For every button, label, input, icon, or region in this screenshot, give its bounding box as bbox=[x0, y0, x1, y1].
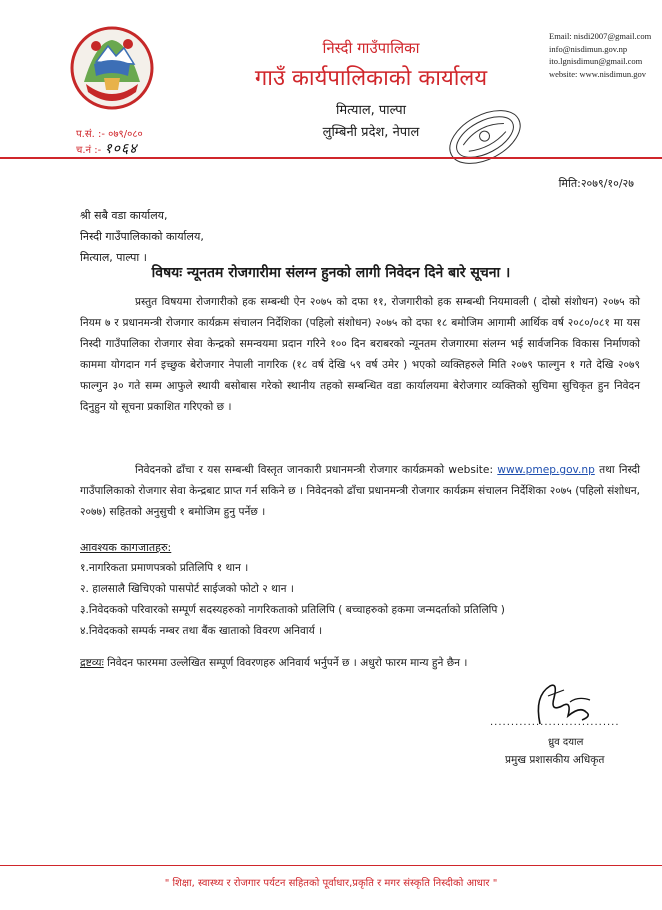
recipient-line-2: निस्दी गाउँपालिकाको कार्यालय, bbox=[80, 230, 204, 243]
signatory-name: ध्रुव दयाल bbox=[548, 737, 584, 748]
office-stamp-icon bbox=[440, 102, 530, 172]
documents-title: आवश्यक कागजातहरु: bbox=[80, 541, 172, 554]
cn-label: च.नं :- bbox=[76, 145, 102, 156]
signature-dotted-line: ............................... bbox=[490, 717, 620, 728]
ps-value: ०७९/०८० bbox=[108, 129, 143, 140]
body-paragraph-1 bbox=[80, 292, 640, 418]
signatory-title: प्रमुख प्रशासकीय अधिकृत bbox=[505, 754, 605, 766]
address-line-1: मित्याल, पाल्पा bbox=[336, 103, 406, 118]
reference-block bbox=[76, 128, 143, 158]
cn-row bbox=[76, 142, 143, 158]
ps-row bbox=[76, 128, 143, 142]
cn-value: १०६४ bbox=[104, 141, 138, 157]
contact-info-email: info@nisdimun.gov.np bbox=[549, 43, 628, 54]
header-divider bbox=[0, 157, 662, 159]
contact-email: Email: nisdi2007@gmail.com bbox=[549, 31, 652, 41]
ps-label: प.सं. :- bbox=[76, 129, 105, 140]
body-paragraph-2 bbox=[80, 460, 640, 523]
paragraph-1-text: प्रस्तुत विषयमा रोजगारीको हक सम्बन्धी ऐन २०७५ को दफा ११, रोजगारीको हक सम्बन्धी नियमावली ( दोस्रो संशोधन) २०७५ को नियम ७ र प्रधानमन्त्री रोजगार कार्यक्रम संचालन निर्देशिका (पहिलो संशोधन) २०७५ को दफा १८ बमोजिम आगामी आर्थिक वर्ष २०८०/०८१ मा यस निस्दी गाउँपालिका रोजगार सेवा केन्द्रको समन्वयमा प्रदान गरिने १०० दिन बराबरको न्यूनतम रोजगारमा संलग्न भई सार्वजनिक विकास निर्माणको काममा योगदान गर्न इच्छुक बेरोजगार नेपाली नागरिक (१८ वर्ष देखि ५९ वर्ष उमेर ) भएको व्यक्तिहरुले मिति २०७९ फाल्गुन १ गते देखि २०७९ फाल्गुन ३० गते सम्म आफुले स्थायी बसोबास गरेको स्थानीय तहको सम्बन्धित वडा कार्यालयमा बेरोजगार व्यक्तिको सुचिमा सुचिकृत हुन निवेदन दिनुहुन यो सूचना प्रकाशित गरिएको छ । bbox=[80, 296, 640, 413]
document-item: १.नागरिकता प्रमाणपत्रको प्रतिलिपि १ थान । bbox=[80, 562, 249, 574]
document-item: २. हालसालै खिचिएको पासपोर्ट साईजको फोटो २ थान । bbox=[80, 583, 294, 595]
recipient-line-1: श्री सबै वडा कार्यालय, bbox=[80, 209, 168, 222]
note-line bbox=[80, 656, 467, 670]
contact-website: website: www.nisdimun.gov bbox=[549, 68, 646, 79]
note-label: द्रष्टव्यः bbox=[80, 657, 104, 669]
documents-list bbox=[80, 558, 505, 642]
subject-line: विषयः न्यूनतम रोजगारीमा संलग्न हुनको लागी निवेदन दिने बारे सूचना । bbox=[151, 265, 511, 281]
recipient-block bbox=[80, 205, 204, 268]
address-line-2: लुम्बिनी प्रदेश, नेपाल bbox=[322, 125, 420, 140]
office-name: गाउँ कार्यपालिकाको कार्यालय bbox=[254, 66, 488, 91]
letter-date: मिति:२०७९/१०/२७ bbox=[558, 177, 634, 190]
recipient-line-3: मित्याल, पाल्पा । bbox=[80, 251, 147, 264]
paragraph-2-text-after: तथा निस्दी गाउँपालिकाको रोजगार सेवा केन्द्रबाट प्राप्त गर्न सकिने छ । निवेदनको ढाँचा प्रधानमन्त्री रोजगार कार्यक्रम संचालन निर्देशिका २०७५ (पहिलो संशोधन, २०७७) सहितको अनुसुची १ बमोजिम हुनु पर्नेछ । bbox=[80, 464, 640, 518]
document-item: ४.निवेदकको सम्पर्क नम्बर तथा बैंक खाताको विवरण अनिवार्य । bbox=[80, 625, 323, 637]
note-text: निवेदन फारममा उल्लेखित सम्पूर्ण विवरणहरु अनिवार्य भर्नुपर्ने छ । अधुरो फारम मान्य हुने छैन । bbox=[103, 657, 468, 669]
footer-divider bbox=[0, 865, 662, 866]
paragraph-2-text-before: निवेदनको ढाँचा र यस सम्बन्धी विस्तृत जानकारी प्रधानमन्त्री रोजगार कार्यक्रमको website: bbox=[135, 464, 498, 476]
footer-motto: " शिक्षा, स्वास्थ्य र रोजगार पर्यटन सहितको पूर्वाधार,प्रकृति र मगर संस्कृति निस्दीको आधार " bbox=[164, 878, 498, 889]
contact-block bbox=[549, 30, 651, 80]
pmep-website-link[interactable]: www.pmep.gov.np bbox=[497, 464, 595, 476]
contact-ito-email: ito.lgnisdimun@gmail.com bbox=[549, 56, 643, 67]
org-name: निस्दी गाउँपालिका bbox=[322, 39, 420, 57]
document-item: ३.निवेदकको परिवारको सम्पूर्ण सदस्यहरुको नागरिकताको प्रतिलिपि ( बच्चाहरुको हकमा जन्मदर्ताको प्रतिलिपि ) bbox=[80, 604, 505, 616]
